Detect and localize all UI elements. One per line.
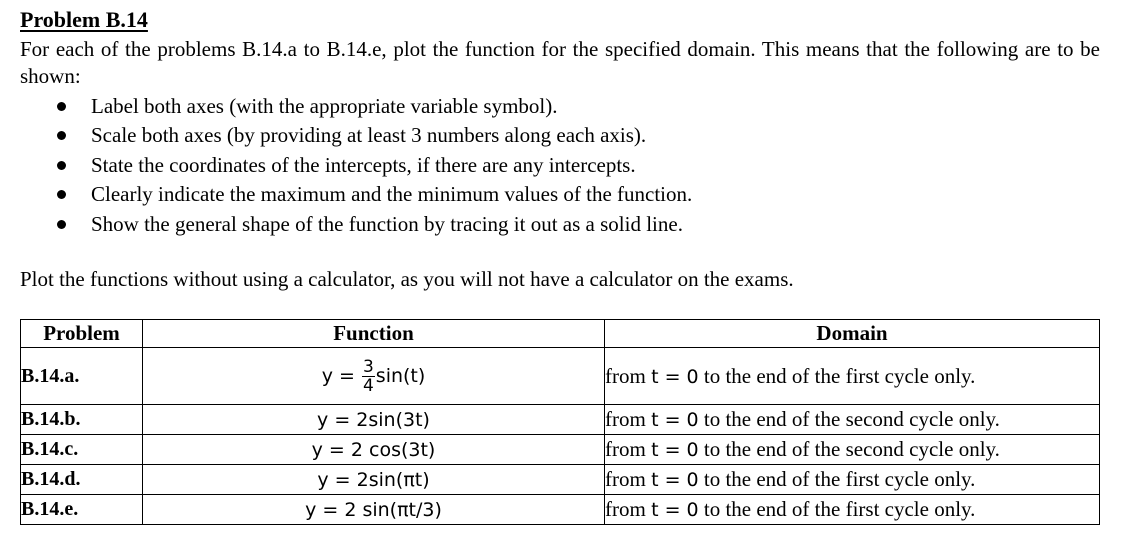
- domain-rest: to the end of the first cycle only.: [703, 467, 976, 491]
- domain-text: [605, 465, 1100, 495]
- problem-id: B.14.d.: [21, 465, 143, 495]
- bullet-icon: [57, 190, 66, 199]
- list-item: [0, 93, 1100, 122]
- list-item-text: Clearly indicate the maximum and the minimum values of the function.: [91, 182, 693, 207]
- domain-text: [605, 348, 1100, 405]
- fraction-denominator: 4: [362, 375, 374, 396]
- intro-paragraph: For each of the problems B.14.a to B.14.e, plot the function for the specified domain. This means that the following are to be shown:: [20, 37, 1100, 88]
- domain-prefix: from: [605, 437, 646, 461]
- page-title: Problem B.14: [20, 7, 148, 32]
- calculator-note: Plot the functions without using a calculator, as you will not have a calculator on the exams.: [20, 267, 794, 291]
- function-formula: y = 2sin(πt): [143, 465, 605, 495]
- fraction-numerator: 3: [362, 356, 374, 377]
- problem-id: B.14.c.: [21, 435, 143, 465]
- domain-prefix: from: [605, 497, 646, 521]
- domain-rest: to the end of the second cycle only.: [703, 407, 1000, 431]
- list-item: [0, 181, 1100, 210]
- domain-math: t = 0: [651, 409, 699, 431]
- list-item-text: Scale both axes (by providing at least 3 numbers along each axis).: [91, 123, 647, 148]
- table-row: [21, 405, 1100, 435]
- bullet-icon: [57, 161, 66, 170]
- problem-id: B.14.a.: [21, 348, 143, 405]
- domain-text: [605, 495, 1100, 525]
- problem-id: B.14.b.: [21, 405, 143, 435]
- domain-prefix: from: [605, 363, 646, 388]
- table-row: [21, 348, 1100, 405]
- domain-rest: to the end of the first cycle only.: [703, 497, 976, 521]
- function-formula: y = 2 cos(3t): [143, 435, 605, 465]
- domain-math: t = 0: [651, 365, 699, 388]
- domain-text: [605, 435, 1100, 465]
- table-row: [21, 495, 1100, 525]
- table-row: [21, 435, 1100, 465]
- requirements-list: [0, 93, 1100, 240]
- list-item: [0, 122, 1100, 151]
- domain-prefix: from: [605, 407, 646, 431]
- domain-rest: to the end of the second cycle only.: [703, 437, 1000, 461]
- list-item: [0, 211, 1100, 240]
- bullet-icon: [57, 102, 66, 111]
- list-item-text: State the coordinates of the intercepts, if there are any intercepts.: [91, 152, 636, 177]
- domain-math: t = 0: [651, 439, 699, 461]
- list-item-text: Show the general shape of the function by tracing it out as a solid line.: [91, 211, 683, 236]
- domain-text: [605, 405, 1100, 435]
- domain-prefix: from: [605, 467, 646, 491]
- header-problem: Problem: [21, 320, 143, 348]
- function-formula: y = 2sin(3t): [143, 405, 605, 435]
- bullet-icon: [57, 131, 66, 140]
- header-domain: Domain: [605, 320, 1100, 348]
- problems-table: [20, 319, 1100, 525]
- list-item: [0, 152, 1100, 181]
- formula-rhs: sin(t): [375, 364, 426, 387]
- problem-id: B.14.e.: [21, 495, 143, 525]
- fraction: [362, 358, 375, 395]
- domain-math: t = 0: [651, 499, 699, 521]
- list-item-text: Label both axes (with the appropriate variable symbol).: [91, 94, 558, 118]
- header-function: Function: [143, 320, 605, 348]
- table-row: [21, 465, 1100, 495]
- domain-rest: to the end of the first cycle only.: [703, 363, 976, 388]
- function-formula: y = 2 sin(πt/3): [143, 495, 605, 525]
- function-formula: [143, 348, 605, 405]
- table-header-row: [21, 320, 1100, 348]
- domain-math: t = 0: [651, 469, 699, 491]
- formula-lhs: y =: [321, 364, 355, 387]
- bullet-icon: [57, 220, 66, 229]
